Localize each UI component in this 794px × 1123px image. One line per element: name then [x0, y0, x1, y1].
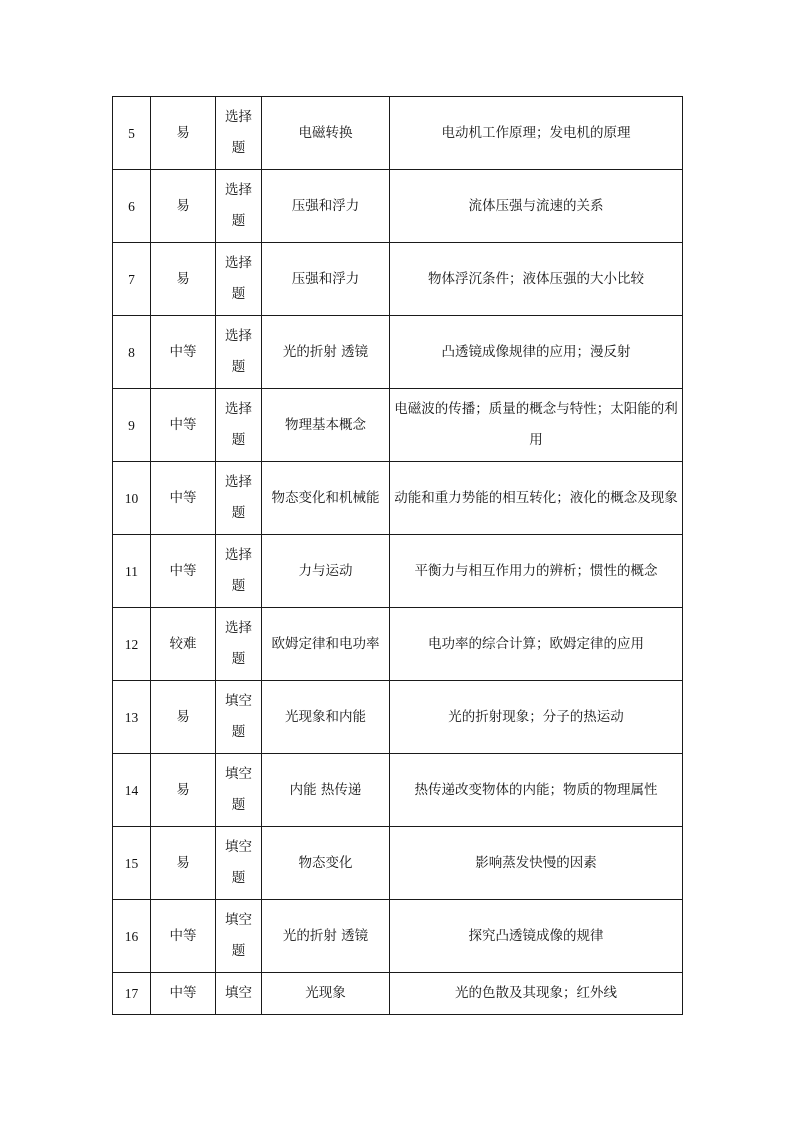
difficulty-cell: 中等 — [151, 462, 216, 535]
question-type-text: 题 — [231, 943, 246, 959]
knowledge-point-cell: 光的折射现象；分子的热运动 — [390, 681, 683, 754]
knowledge-point-cell: 光的色散及其现象；红外线 — [390, 973, 683, 1015]
question-type-text: 题 — [231, 505, 246, 521]
question-type-text: 题 — [231, 578, 246, 594]
table-row — [113, 462, 683, 535]
difficulty-cell: 中等 — [151, 973, 216, 1015]
question-number-cell: 14 — [113, 754, 151, 827]
question-type-text: 选择 — [225, 328, 252, 344]
table-row — [113, 97, 683, 170]
difficulty-cell: 易 — [151, 754, 216, 827]
question-type-cell — [216, 243, 262, 316]
topic-cell: 欧姆定律和电功率 — [262, 608, 390, 681]
question-type-text: 选择 — [225, 547, 252, 563]
question-type-text: 选择 — [225, 620, 252, 636]
question-type-cell — [216, 97, 262, 170]
question-type-text: 填空 — [225, 766, 252, 782]
topic-cell: 物态变化 — [262, 827, 390, 900]
question-type-text: 题 — [231, 140, 246, 156]
topic-cell: 物理基本概念 — [262, 389, 390, 462]
question-type-text: 题 — [231, 432, 246, 448]
table-row — [113, 535, 683, 608]
knowledge-point-cell: 电功率的综合计算；欧姆定律的应用 — [390, 608, 683, 681]
table-row — [113, 243, 683, 316]
topic-cell: 光现象和内能 — [262, 681, 390, 754]
topic-cell: 光现象 — [262, 973, 390, 1015]
knowledge-point-cell: 动能和重力势能的相互转化；液化的概念及现象 — [390, 462, 683, 535]
question-type-text: 选择 — [225, 255, 252, 271]
difficulty-cell: 易 — [151, 170, 216, 243]
question-number-cell: 16 — [113, 900, 151, 973]
question-number-cell: 5 — [113, 97, 151, 170]
difficulty-cell: 易 — [151, 97, 216, 170]
question-type-text: 题 — [231, 651, 246, 667]
knowledge-point-cell: 影响蒸发快慢的因素 — [390, 827, 683, 900]
question-type-text: 选择 — [225, 109, 252, 125]
topic-cell: 内能 热传递 — [262, 754, 390, 827]
question-number-cell: 13 — [113, 681, 151, 754]
question-number-cell: 11 — [113, 535, 151, 608]
question-type-cell — [216, 462, 262, 535]
knowledge-point-cell: 热传递改变物体的内能；物质的物理属性 — [390, 754, 683, 827]
question-type-text: 选择 — [225, 401, 252, 417]
question-number-cell: 17 — [113, 973, 151, 1015]
question-type-text: 选择 — [225, 182, 252, 198]
knowledge-point-cell: 电磁波的传播；质量的概念与特性；太阳能的利用 — [390, 389, 683, 462]
question-type-text: 题 — [231, 359, 246, 375]
topic-cell: 光的折射 透镜 — [262, 900, 390, 973]
question-type-text: 题 — [231, 213, 246, 229]
question-type-cell — [216, 608, 262, 681]
knowledge-point-cell: 探究凸透镜成像的规律 — [390, 900, 683, 973]
question-type-text: 题 — [231, 286, 246, 302]
difficulty-cell: 易 — [151, 827, 216, 900]
question-type-cell — [216, 754, 262, 827]
question-type-cell — [216, 170, 262, 243]
question-number-cell: 6 — [113, 170, 151, 243]
table-row — [113, 754, 683, 827]
question-type-text: 填空 — [225, 839, 252, 855]
difficulty-cell: 易 — [151, 681, 216, 754]
difficulty-cell: 易 — [151, 243, 216, 316]
knowledge-point-cell: 流体压强与流速的关系 — [390, 170, 683, 243]
question-number-cell: 12 — [113, 608, 151, 681]
question-type-cell — [216, 389, 262, 462]
knowledge-point-cell: 物体浮沉条件；液体压强的大小比较 — [390, 243, 683, 316]
question-type-cell — [216, 973, 262, 1015]
question-type-cell — [216, 681, 262, 754]
difficulty-cell: 中等 — [151, 535, 216, 608]
difficulty-cell: 中等 — [151, 389, 216, 462]
question-type-text: 填空 — [225, 985, 252, 1001]
question-type-cell — [216, 535, 262, 608]
question-type-text: 选择 — [225, 474, 252, 490]
question-number-cell: 9 — [113, 389, 151, 462]
topic-cell: 压强和浮力 — [262, 170, 390, 243]
question-type-text: 题 — [231, 724, 246, 740]
question-type-text: 填空 — [225, 912, 252, 928]
question-type-text: 题 — [231, 797, 246, 813]
difficulty-cell: 中等 — [151, 900, 216, 973]
question-number-cell: 7 — [113, 243, 151, 316]
table-body — [113, 97, 683, 1015]
topic-cell: 电磁转换 — [262, 97, 390, 170]
table-row — [113, 608, 683, 681]
table-row — [113, 900, 683, 973]
topic-cell: 物态变化和机械能 — [262, 462, 390, 535]
topic-cell: 压强和浮力 — [262, 243, 390, 316]
table-row — [113, 389, 683, 462]
knowledge-point-cell: 凸透镜成像规律的应用；漫反射 — [390, 316, 683, 389]
question-type-text: 填空 — [225, 693, 252, 709]
question-type-cell — [216, 827, 262, 900]
table-row — [113, 316, 683, 389]
exam-analysis-table — [112, 96, 683, 1015]
question-number-cell: 10 — [113, 462, 151, 535]
difficulty-cell: 中等 — [151, 316, 216, 389]
question-number-cell: 15 — [113, 827, 151, 900]
question-type-cell — [216, 316, 262, 389]
question-type-text: 题 — [231, 870, 246, 886]
table-row — [113, 681, 683, 754]
knowledge-point-cell: 电动机工作原理；发电机的原理 — [390, 97, 683, 170]
table-row — [113, 827, 683, 900]
question-number-cell: 8 — [113, 316, 151, 389]
question-type-cell — [216, 900, 262, 973]
topic-cell: 光的折射 透镜 — [262, 316, 390, 389]
knowledge-point-cell: 平衡力与相互作用力的辨析；惯性的概念 — [390, 535, 683, 608]
table-row — [113, 170, 683, 243]
table-row — [113, 973, 683, 1015]
topic-cell: 力与运动 — [262, 535, 390, 608]
difficulty-cell: 较难 — [151, 608, 216, 681]
